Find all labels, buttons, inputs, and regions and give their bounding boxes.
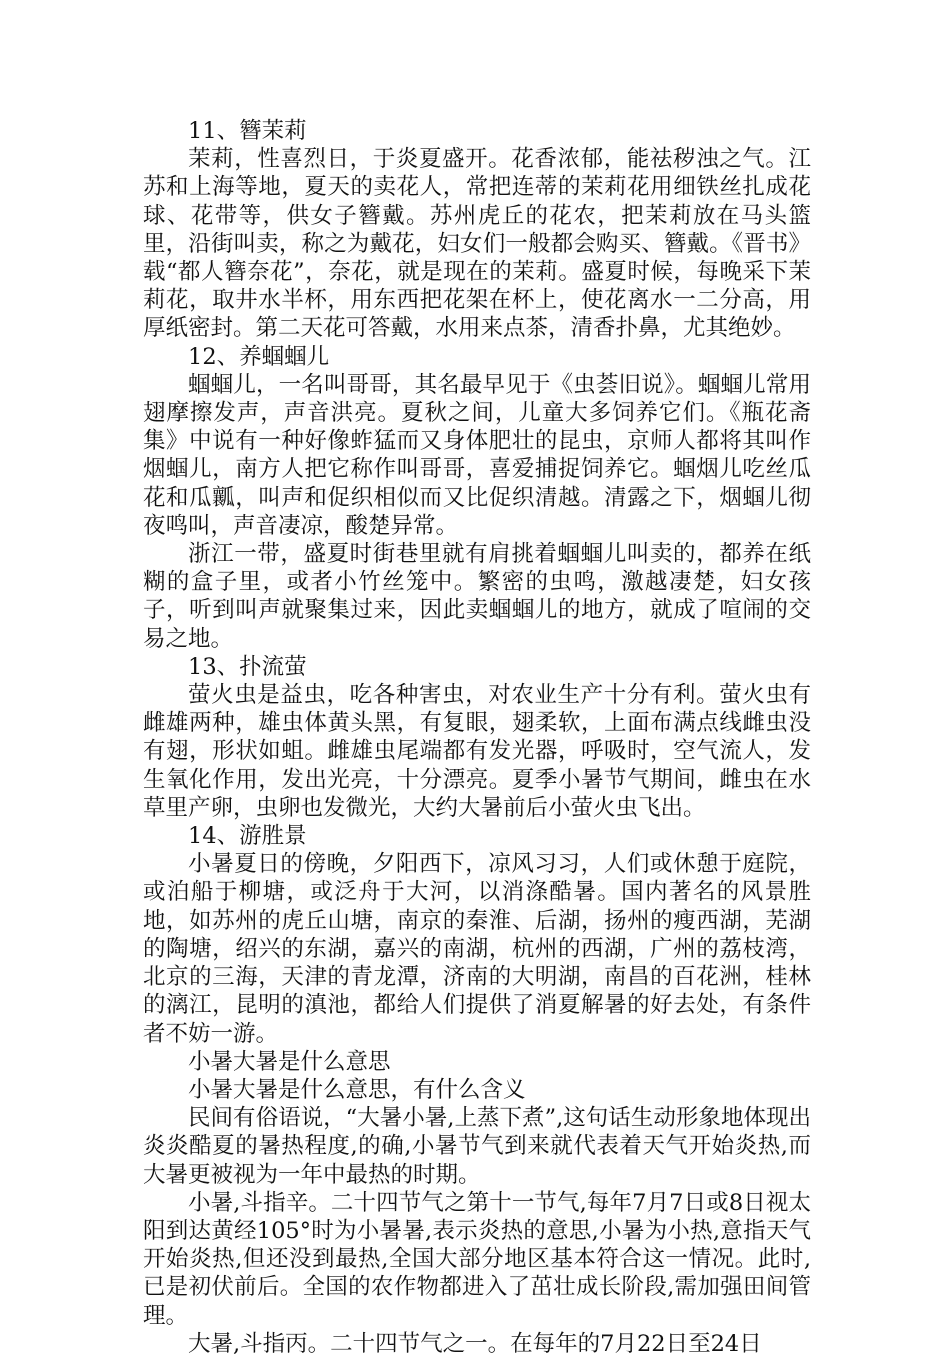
section-heading-meaning: 小暑大暑是什么意思 [188, 1048, 391, 1075]
section-heading-firefly: 13、扑流萤 [188, 653, 307, 680]
paragraph-major-heat: 大暑,斗指丙。二十四节气之一。在每年的7月22日至24日 [188, 1330, 762, 1357]
paragraph-katydid-2: 浙江一带，盛夏时街巷里就有肩挑着蝈蝈儿叫卖的，都养在纸糊的盒子里，或者小竹丝笼中。繁密的虫鸣，激越凄楚，妇女孩子，听到叫声就聚集过来，因此卖蝈蝈儿的地方，就成了喧闹的交易之地。 [143, 541, 811, 652]
section-heading-scenery: 14、游胜景 [188, 823, 307, 850]
paragraph-proverb: 民间有俗语说，“大暑小暑,上蒸下煮”,这句话生动形象地体现出炎炎酷夏的暑热程度,的确,小暑节气到来就代表着天气开始炎热,而大暑更被视为一年中最热的时期。 [143, 1105, 811, 1188]
section-heading-jasmine: 11、簪茉莉 [188, 118, 307, 144]
paragraph-jasmine: 茉莉，性喜烈日，于炎夏盛开。花香浓郁，能祛秽浊之气。江苏和上海等地，夏天的卖花人，常把连蒂的茉莉花用细铁丝扎成花球、花带等，供女子簪戴。苏州虎丘的花农，把茉莉放在马头篮里，沿街叫卖，称之为戴花，妇女们一般都会购买、簪戴。《晋书》载“都人簪奈花”，奈花，就是现在的茉莉。盛夏时候，每晚采下茉莉花，取井水半杯，用东西把花架在杯上，使花离水一二分高，用厚纸密封。第二天花可答戴，水用来点茶，清香扑鼻，尤其绝妙。 [143, 146, 811, 342]
paragraph-minor-heat: 小暑,斗指辛。二十四节气之第十一节气,每年7月7日或8日视太阳到达黄经105°时为小暑暑,表示炎热的意思,小暑为小热,意指天气开始炎热,但还没到最热,全国大部分地区基本符合这一情况。此时,已是初伏前后。全国的农作物都进入了茁壮成长阶段,需加强田间管理。 [143, 1189, 811, 1329]
section-heading-katydid: 12、养蝈蝈儿 [188, 343, 330, 370]
paragraph-katydid-1: 蝈蝈儿，一名叫哥哥，其名最早见于《虫荟旧说》。蝈蝈儿常用翅摩擦发声，声音洪亮。夏秋之间，儿童大多饲养它们。《瓶花斋集》中说有一种好像蚱猛而又身体肥壮的昆虫，京师人都将其叫作烟蝈儿，南方人把它称作叫哥哥，喜爱捕捉饲养它。蝈烟儿吃丝瓜花和瓜瓤，叫声和促织相似而又比促织清越。清露之下，烟蝈儿彻夜鸣叫，声音凄凉，酸楚异常。 [143, 371, 811, 539]
paragraph-scenery: 小暑夏日的傍晚，夕阳西下，凉风习习，人们或休憩于庭院，或泊船于柳塘，或泛舟于大河，以消涤酷暑。国内著名的风景胜地，如苏州的虎丘山塘，南京的秦淮、后湖，扬州的瘦西湖，芜湖的陶塘，绍兴的东湖，嘉兴的南湖，杭州的西湖，广州的荔枝湾，北京的三海，天津的青龙潭，济南的大明湖，南昌的百花洲，桂林的漓江，昆明的滇池，都给人们提供了消夏解暑的好去处，有条件者不妨一游。 [143, 851, 811, 1047]
section-subheading-meaning: 小暑大暑是什么意思，有什么含义 [188, 1076, 526, 1103]
paragraph-firefly: 萤火虫是益虫，吃各种害虫，对农业生产十分有利。萤火虫有雌雄两种，雄虫体黄头黑，有复眼，翅柔软，上面布满点线雌虫没有翅，形状如蛆。雌雄虫尾端都有发光器，呼吸时，空气流人，发生氧化作用，发出光亮，十分漂亮。夏季小暑节气期间，雌虫在水草里产卵，虫卵也发微光，大约大暑前后小萤火虫飞出。 [143, 682, 811, 821]
document-body [143, 117, 811, 1358]
